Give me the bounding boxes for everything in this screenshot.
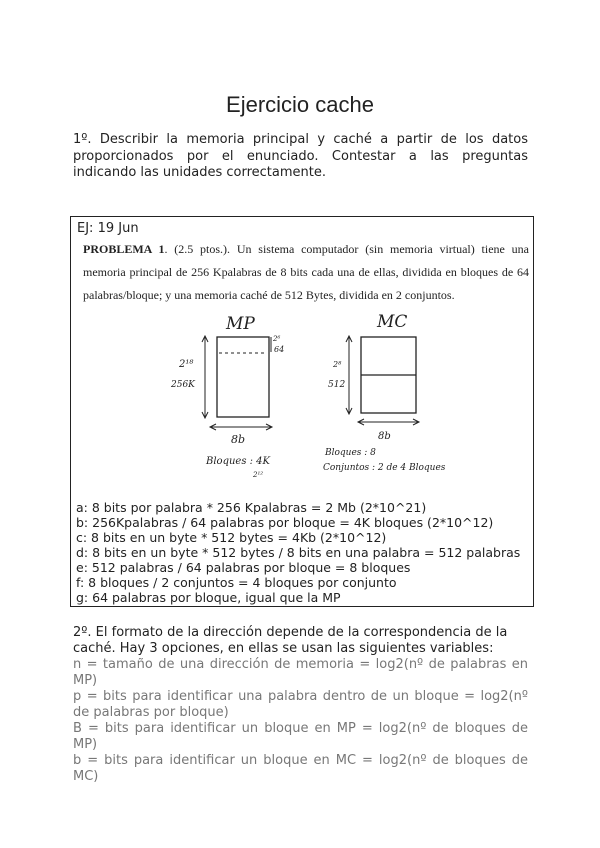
mc-sets: Conjuntos : 2 de 4 Bloques	[323, 463, 446, 473]
page-title: Ejercicio cache	[226, 92, 374, 117]
answer-f: f: 8 bloques / 2 conjuntos = 4 bloques por conjunto	[76, 575, 397, 590]
answer-e: e: 512 palabras / 64 palabras por bloque = 8 bloques	[76, 560, 411, 575]
ej-line	[77, 221, 139, 236]
var-B: B = bits para identificar un bloque en MP = log2(nº de bloques de MP)	[73, 721, 528, 752]
mc-blocks: Bloques : 8	[325, 448, 376, 458]
section-2-intro: 2º. El formato de la dirección depende de la correspondencia de la caché. Hay 3 opciones, en ellas se usan las siguientes variables:	[73, 625, 508, 656]
mp-block-size: 64	[274, 345, 285, 354]
mp-label: MP	[226, 314, 255, 334]
answer-d: d: 8 bits en un byte * 512 bytes / 8 bits en una palabra = 512 palabras	[76, 545, 521, 560]
mp-width: 8b	[231, 433, 246, 446]
mc-label: MC	[377, 312, 408, 332]
var-p: p = bits para identificar una palabra dentro de un bloque = log2(nº de palabras por bloque)	[73, 689, 528, 720]
memory-diagram	[71, 297, 531, 487]
problem-text: . (2.5 ptos.). Un sistema computador (sin memoria virtual) tiene una memoria principal de 256 Kpalabras de 8 bits cada una de ellas, dividida en bloques de 64 palabras/bloque; y una memoria caché de 512 Bytes, dividida en 2 conjuntos.	[83, 242, 529, 302]
example-box	[70, 216, 534, 607]
mp-block-exp: 2⁶	[273, 335, 281, 343]
answer-a: a: 8 bits por palabra * 256 Kpalabras = 2 Mb (2*10^21)	[76, 500, 427, 515]
answer-g: g: 64 palabras por bloque, igual que la MP	[76, 590, 341, 605]
mp-height-value: 256K	[171, 380, 195, 390]
var-n: n = tamaño de una dirección de memoria = log2(nº de palabras en MP)	[73, 657, 528, 688]
section-2	[73, 625, 528, 785]
var-b: b = bits para identificar un bloque en MC = log2(nº de bloques de MC)	[73, 753, 528, 784]
problem-title: PROBLEMA 1	[83, 242, 165, 256]
mc-height-exp: 2⁸	[333, 360, 342, 369]
answer-c: c: 8 bits en un byte * 512 bytes = 4Kb (2*10^12)	[76, 530, 387, 545]
mc-width: 8b	[378, 431, 391, 442]
answer-b: b: 256Kpalabras / 64 palabras por bloque = 4K bloques (2*10^12)	[76, 515, 494, 530]
ej-label: EJ:	[77, 221, 94, 236]
intro-paragraph: 1º. Describir la memoria principal y caché a partir de los datos proporcionados por el enunciado. Contestar a las preguntas indicando las unidades correctamente.	[73, 132, 528, 180]
mp-blocks-exp: 2¹²	[253, 471, 264, 479]
mp-rectangle	[217, 337, 269, 417]
answers-list	[76, 500, 520, 605]
mp-height-exp: 2¹⁸	[179, 359, 194, 370]
mp-blocks: Bloques : 4K	[206, 456, 271, 467]
mc-height-value: 512	[328, 380, 346, 390]
ej-date: 19 Jun	[97, 221, 139, 236]
